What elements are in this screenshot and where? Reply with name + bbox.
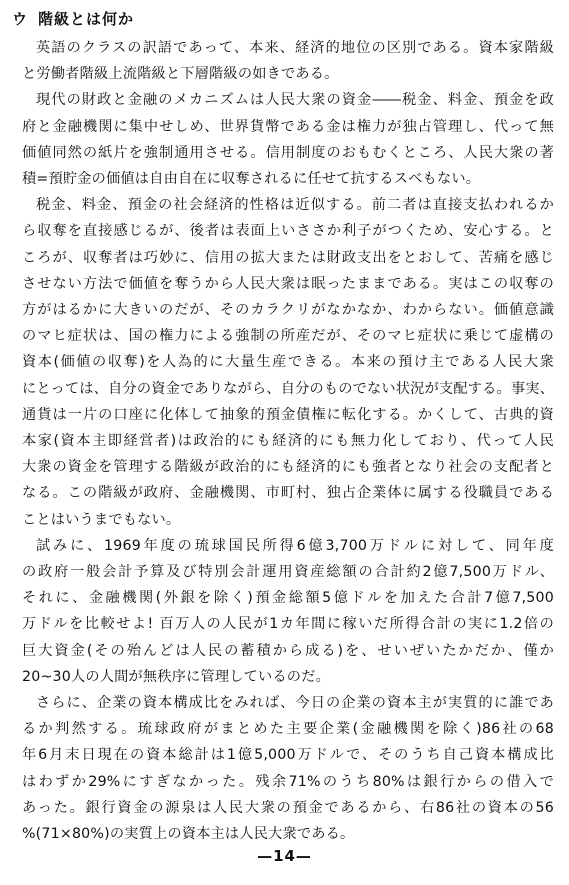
- section-heading: [12, 8, 134, 29]
- text-line: 本家(資本主即経営者)は政治的にも経済的にも無力化しており、代って人民: [22, 433, 554, 449]
- text-line: %(71×80%)の実質上の資本主は人民大衆である。: [22, 826, 355, 842]
- text-line: 方がはるかに大きいのだが、そのカラクリがなかなか、わからない。価値意識: [22, 302, 554, 318]
- text-line: 現代の財政と金融のメカニズムは人民大衆の資金――税金、料金、預金を政: [36, 92, 554, 109]
- text-line: ことはいうまでもない。: [22, 511, 181, 528]
- text-line: のマヒ症状は、国の権力による強制の所産だが、そのマヒ症状に乗じて虚構の: [22, 328, 554, 345]
- text-line: あった。銀行資金の源泉は人民大衆の預金であるから、右86社の資本の56: [22, 799, 554, 816]
- text-line: の政府一般会計予算及び特別会計運用資産総額の合計約2億7,500万ドル、: [22, 564, 554, 580]
- text-line: さらに、企業の資本構成比をみれば、今日の企業の資本主が実質的に誰であ: [36, 695, 554, 711]
- text-line: させない方法で価値を奪うから人民大衆は眠ったままである。実はこの収奪の: [22, 275, 554, 292]
- text-line: 税金、料金、預金の社会経済的性格は近似する。前二者は直接支払われるか: [36, 197, 554, 214]
- text-line: ころが、収奪者は巧妙に、信用の拡大または財政支出をとおして、苦痛を感じ: [22, 249, 554, 266]
- text-line: それに、金融機関(外銀を除く)預金総額5億ドルを加えた合計7億7,500: [22, 590, 554, 607]
- text-line: 資本(価値の収奪)を人為的に大量生産できる。本来の預け主である人民大衆: [22, 354, 554, 371]
- text-line: 試みに、1969年度の琉球国民所得6億3,700万ドルに対して、同年度: [36, 537, 554, 554]
- text-line: 万ドルを比較せよ! 百万人の人民が1カ年間に稼いだ所得合計の実に1.2倍の: [22, 616, 554, 633]
- text-line: 府と金融機関に集中せしめ、世界貨幣である金は権力が独占管理し、代って無: [22, 118, 554, 135]
- text-line: るか判然する。琉球政府がまとめた主要企業(金融機関を除く)86社の68: [22, 721, 554, 738]
- text-line: 英語のクラスの訳語であって、本来、経済的地位の区別である。資本家階級: [36, 40, 554, 56]
- text-line: 年6月末日現在の資本総計は1億5,000万ドルで、そのうち自己資本構成比: [22, 747, 554, 764]
- text-line: 巨大資金(その殆んどは人民の蓄積から成る)を、せいぜいたかだか、僅か: [22, 642, 554, 659]
- text-line: 大衆の資金を管理する階級が政治的にも経済的にも強者となり社会の支配者と: [22, 459, 554, 476]
- text-line: と労働者階級上流階級と下層階級の如きである。: [22, 66, 339, 83]
- section-title: 階級とは何か: [38, 10, 135, 28]
- text-line: はわずか29%にすぎなかった。残余71%のうち80%は銀行からの借入で: [22, 773, 554, 790]
- text-line: 20~30人の人間が無秩序に管理しているのだ。: [22, 668, 330, 685]
- page-number: —14—: [257, 847, 312, 865]
- text-line: ら収奪を直接感じるが、後者は表面上いささか利子がつくため、安心する。と: [22, 223, 554, 240]
- text-line: 積=預貯金の価値は自由自在に収奪されるに任せて抗するスベもない。: [22, 171, 481, 187]
- text-line: 価値同然の紙片を強制通用させる。信用制度のおもむくところ、人民大衆の著: [22, 144, 554, 161]
- text-line: なる。この階級が政府、金融機関、市町村、独占企業体に属する役職員である: [22, 485, 554, 502]
- text-line: にとっては、自分の資金でありながら、自分のものでない状況が支配する。事実、: [22, 380, 555, 397]
- section-mark: ウ: [12, 10, 29, 28]
- text-line: 通貨は一片の口座に化体して抽象的預金債権に転化する。かくして、古典的資: [22, 406, 554, 423]
